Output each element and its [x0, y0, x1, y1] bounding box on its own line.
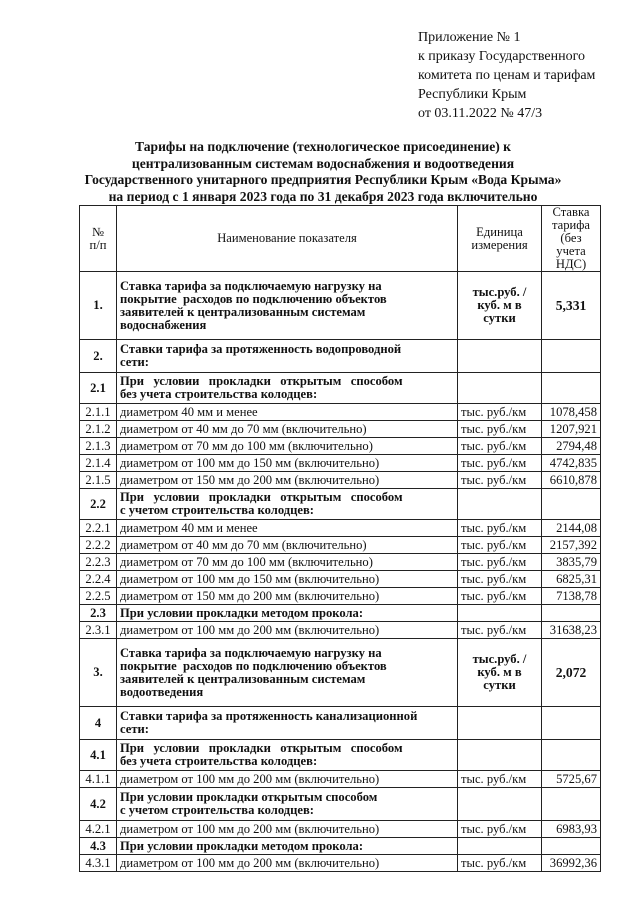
header-rate: Ставка тарифа (без учета НДС) — [542, 206, 601, 272]
indicator-line: Ставка тарифа за подключаемую нагрузку на — [120, 278, 382, 293]
title-line: на период с 1 января 2023 года по 31 декабря 2023 года включительно — [108, 188, 538, 204]
row-number: 2.1.5 — [80, 472, 117, 489]
row-number: 2.2.3 — [80, 554, 117, 571]
row-indicator-name: диаметром от 150 мм до 200 мм (включительно) — [117, 588, 458, 605]
row-number: 4.3.1 — [80, 855, 117, 872]
row-unit — [458, 838, 542, 855]
table-row — [80, 639, 601, 707]
table-row — [80, 588, 601, 605]
row-unit — [458, 605, 542, 622]
row-number: 2.2 — [80, 489, 117, 520]
row-indicator-name: При условии прокладки методом прокола: — [117, 838, 458, 855]
row-indicator-name: диаметром 40 мм и менее — [117, 404, 458, 421]
table-row — [80, 838, 601, 855]
unit-line: куб. м в — [477, 298, 522, 312]
table-row — [80, 272, 601, 340]
table-row — [80, 520, 601, 537]
row-rate-value: 2,072 — [542, 639, 601, 707]
row-number: 2.2.4 — [80, 571, 117, 588]
table-row — [80, 472, 601, 489]
unit-line: сутки — [483, 678, 516, 692]
row-rate-value: 1078,458 — [542, 404, 601, 421]
table-row — [80, 421, 601, 438]
table-row — [80, 707, 601, 740]
row-number: 2.1.3 — [80, 438, 117, 455]
row-indicator-name: диаметром от 150 мм до 200 мм (включительно) — [117, 472, 458, 489]
indicator-line: заявителей к централизованным системам — [120, 671, 366, 686]
table-row — [80, 537, 601, 554]
row-number: 4.1 — [80, 740, 117, 771]
header-name: Наименование показателя — [117, 206, 458, 272]
row-unit: тыс. руб./км — [458, 404, 542, 421]
row-rate-value — [542, 373, 601, 404]
row-indicator-name: диаметром от 100 мм до 150 мм (включительно) — [117, 571, 458, 588]
table-row — [80, 489, 601, 520]
row-rate-value: 6825,31 — [542, 571, 601, 588]
indicator-line: водоотведения — [120, 684, 204, 699]
row-unit — [458, 707, 542, 740]
row-number: 4.3 — [80, 838, 117, 855]
row-rate-value: 1207,921 — [542, 421, 601, 438]
indicator-line: При условии прокладки открытым способом — [120, 741, 403, 755]
indicator-line: При условии прокладки открытым способом — [120, 490, 403, 504]
indicator-line: При условии прокладки открытым способом — [120, 374, 403, 388]
indicator-line: без учета строительства колодцев: — [120, 754, 318, 768]
appendix-line: комитета по ценам и тарифам — [418, 68, 596, 83]
table-row — [80, 622, 601, 639]
row-indicator-name: При условии прокладки методом прокола: — [117, 605, 458, 622]
row-unit: тыс. руб./км — [458, 588, 542, 605]
table-row — [80, 821, 601, 838]
indicator-line: сети: — [120, 722, 149, 736]
appendix-line: Приложение № 1 — [418, 30, 521, 45]
title-line: Государственного унитарного предприятия Республики Крым «Вода Крыма» — [84, 172, 562, 187]
row-number: 4.2 — [80, 788, 117, 821]
row-indicator-name — [117, 272, 458, 340]
row-rate-value: 31638,23 — [542, 622, 601, 639]
unit-line: тыс.руб. / — [472, 652, 527, 666]
appendix-line: к приказу Государственного — [418, 49, 585, 64]
row-number: 2.2.2 — [80, 537, 117, 554]
title-line: централизованным системам водоснабжения и водоотведения — [131, 155, 515, 171]
indicator-line: Ставки тарифа за протяженность водопроводной — [120, 342, 402, 356]
table-row — [80, 740, 601, 771]
table-row — [80, 438, 601, 455]
row-indicator-name — [117, 639, 458, 707]
indicator-line: водоснабжения — [120, 317, 207, 332]
appendix-line: Республики Крым — [418, 87, 527, 102]
table-row — [80, 605, 601, 622]
row-number: 2.3 — [80, 605, 117, 622]
table-row — [80, 571, 601, 588]
row-indicator-name — [117, 373, 458, 404]
appendix-line: от 03.11.2022 № 47/3 — [418, 106, 543, 121]
row-indicator-name: диаметром от 100 мм до 150 мм (включительно) — [117, 455, 458, 472]
row-unit: тыс. руб./км — [458, 421, 542, 438]
table-row — [80, 340, 601, 373]
row-number: 4.2.1 — [80, 821, 117, 838]
row-indicator-name: диаметром от 100 мм до 200 мм (включительно) — [117, 622, 458, 639]
table-header-row — [80, 206, 601, 272]
row-unit — [458, 373, 542, 404]
row-unit — [458, 340, 542, 373]
row-indicator-name — [117, 740, 458, 771]
table-row — [80, 373, 601, 404]
row-number: 3. — [80, 639, 117, 707]
row-unit: тыс. руб./км — [458, 771, 542, 788]
table-row — [80, 404, 601, 421]
row-number: 2.1.4 — [80, 455, 117, 472]
row-indicator-name — [117, 340, 458, 373]
unit-line: сутки — [483, 311, 516, 325]
row-indicator-name: диаметром от 40 мм до 70 мм (включительно) — [117, 421, 458, 438]
row-indicator-name: диаметром от 40 мм до 70 мм (включительно) — [117, 537, 458, 554]
row-indicator-name: диаметром от 70 мм до 100 мм (включительно) — [117, 438, 458, 455]
row-indicator-name: диаметром от 100 мм до 200 мм (включительно) — [117, 771, 458, 788]
row-indicator-name: диаметром от 70 мм до 100 мм (включительно) — [117, 554, 458, 571]
row-rate-value: 36992,36 — [542, 855, 601, 872]
row-unit — [458, 489, 542, 520]
row-rate-value: 3835,79 — [542, 554, 601, 571]
title-line: Тарифы на подключение (технологическое присоединение) к — [135, 139, 511, 154]
row-number: 2.1.1 — [80, 404, 117, 421]
row-unit: тыс. руб./км — [458, 622, 542, 639]
row-number: 4.1.1 — [80, 771, 117, 788]
table-row — [80, 788, 601, 821]
row-unit: тыс. руб./км — [458, 855, 542, 872]
row-number: 2.2.5 — [80, 588, 117, 605]
row-unit — [458, 272, 542, 340]
row-unit — [458, 788, 542, 821]
row-indicator-name: диаметром от 100 мм до 200 мм (включительно) — [117, 855, 458, 872]
unit-line: тыс.руб. / — [472, 285, 527, 299]
row-rate-value — [542, 707, 601, 740]
row-number: 1. — [80, 272, 117, 340]
row-number: 2.2.1 — [80, 520, 117, 537]
row-number: 2.3.1 — [80, 622, 117, 639]
row-rate-value: 6983,93 — [542, 821, 601, 838]
row-rate-value: 2157,392 — [542, 537, 601, 554]
row-indicator-name: диаметром от 100 мм до 200 мм (включительно) — [117, 821, 458, 838]
indicator-line: заявителей к централизованным системам — [120, 304, 366, 319]
row-rate-value: 6610,878 — [542, 472, 601, 489]
indicator-line: с учетом строительства колодцев: — [120, 503, 314, 517]
row-rate-value — [542, 788, 601, 821]
appendix-block — [418, 28, 595, 123]
indicator-line: Ставка тарифа за подключаемую нагрузку на — [120, 645, 382, 660]
row-unit: тыс. руб./км — [458, 821, 542, 838]
row-unit: тыс. руб./км — [458, 455, 542, 472]
row-unit: тыс. руб./км — [458, 571, 542, 588]
header-unit: Единица измерения — [458, 206, 542, 272]
indicator-line: покрытие расходов по подключению объектов — [120, 658, 387, 673]
row-number: 2.1.2 — [80, 421, 117, 438]
indicator-line: с учетом строительства колодцев: — [120, 803, 314, 817]
row-number: 2. — [80, 340, 117, 373]
row-indicator-name — [117, 707, 458, 740]
row-rate-value — [542, 489, 601, 520]
row-indicator-name: диаметром 40 мм и менее — [117, 520, 458, 537]
row-rate-value: 4742,835 — [542, 455, 601, 472]
document-title — [40, 139, 606, 205]
tariff-table — [79, 205, 601, 872]
row-unit: тыс. руб./км — [458, 537, 542, 554]
row-indicator-name — [117, 489, 458, 520]
table-row — [80, 554, 601, 571]
indicator-line: При условии прокладки открытым способом — [120, 790, 378, 804]
row-rate-value — [542, 340, 601, 373]
row-rate-value — [542, 740, 601, 771]
row-rate-value: 7138,78 — [542, 588, 601, 605]
indicator-line: сети: — [120, 355, 149, 369]
row-unit: тыс. руб./км — [458, 554, 542, 571]
row-rate-value — [542, 605, 601, 622]
indicator-line: покрытие расходов по подключению объектов — [120, 291, 387, 306]
table-row — [80, 855, 601, 872]
indicator-line: Ставки тарифа за протяженность канализационной — [120, 709, 418, 723]
row-rate-value: 5,331 — [542, 272, 601, 340]
unit-line: куб. м в — [477, 665, 522, 679]
row-rate-value — [542, 838, 601, 855]
row-unit — [458, 740, 542, 771]
indicator-line: без учета строительства колодцев: — [120, 387, 318, 401]
row-rate-value: 2794,48 — [542, 438, 601, 455]
row-rate-value: 2144,08 — [542, 520, 601, 537]
table-row — [80, 771, 601, 788]
row-number: 2.1 — [80, 373, 117, 404]
row-unit — [458, 639, 542, 707]
row-indicator-name — [117, 788, 458, 821]
row-unit: тыс. руб./км — [458, 472, 542, 489]
table-row — [80, 455, 601, 472]
row-number: 4 — [80, 707, 117, 740]
row-rate-value: 5725,67 — [542, 771, 601, 788]
row-unit: тыс. руб./км — [458, 520, 542, 537]
header-num: № п/п — [80, 206, 117, 272]
row-unit: тыс. руб./км — [458, 438, 542, 455]
